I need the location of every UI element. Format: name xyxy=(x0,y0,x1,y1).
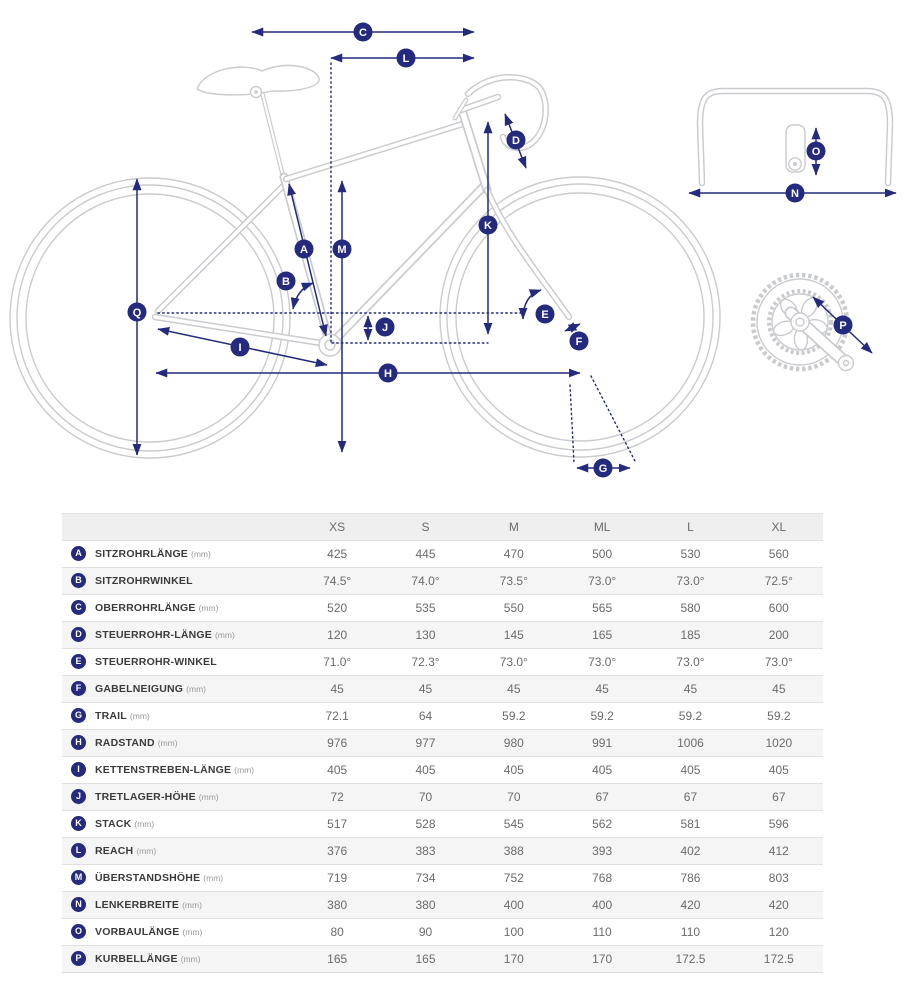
dimension-badge-b xyxy=(277,272,296,291)
cell-a-ml: 500 xyxy=(558,541,646,568)
drop-handlebar xyxy=(468,77,546,148)
row-label-h xyxy=(62,730,293,757)
table-row-f xyxy=(62,676,823,703)
row-label-text: KURBELLÄNGE xyxy=(95,952,178,965)
cell-n-xl: 420 xyxy=(735,892,823,919)
cell-g-s: 64 xyxy=(381,703,469,730)
cell-f-m: 45 xyxy=(470,676,558,703)
column-header-xl: XL xyxy=(735,514,823,541)
cell-d-l: 185 xyxy=(646,622,734,649)
dimension-badge-f xyxy=(570,332,589,351)
cell-p-ml: 170 xyxy=(558,946,646,973)
handlebar-front-view xyxy=(700,91,890,183)
cell-f-l: 45 xyxy=(646,676,734,703)
row-label-text: KETTENSTREBEN-LÄNGE xyxy=(95,763,232,776)
row-label-text: STACK xyxy=(95,817,132,830)
row-label-o xyxy=(62,919,293,946)
cell-h-s: 977 xyxy=(381,730,469,757)
table-row-m xyxy=(62,865,823,892)
cell-o-xs: 80 xyxy=(293,919,381,946)
dimension-badge-c xyxy=(354,23,373,42)
table-row-b xyxy=(62,568,823,595)
row-unit: (mm) xyxy=(198,602,219,613)
row-unit: (mm) xyxy=(180,953,201,964)
cell-b-xl: 72.5° xyxy=(735,568,823,595)
row-label-text: TRAIL xyxy=(95,709,127,722)
dimension-badge-l xyxy=(397,49,416,68)
geometry-table xyxy=(62,513,823,973)
dimension-badge-j xyxy=(376,318,395,337)
cell-c-l: 580 xyxy=(646,595,734,622)
row-label-text: LENKERBREITE xyxy=(95,898,180,911)
dimension-badge-i xyxy=(231,338,250,357)
svg-text:G: G xyxy=(598,463,608,475)
row-badge-m: M xyxy=(71,870,86,885)
geometry-table-header xyxy=(62,514,823,541)
cell-m-m: 752 xyxy=(470,865,558,892)
row-label-g xyxy=(62,703,293,730)
cell-a-xs: 425 xyxy=(293,541,381,568)
row-badge-b: B xyxy=(71,573,86,588)
row-label-text: ÜBERSTANDSHÖHE xyxy=(95,871,201,884)
cell-j-ml: 67 xyxy=(558,784,646,811)
cell-g-xl: 59.2 xyxy=(735,703,823,730)
cell-d-ml: 165 xyxy=(558,622,646,649)
cell-c-xs: 520 xyxy=(293,595,381,622)
row-label-text: TRETLAGER-HÖHE xyxy=(95,790,196,803)
cell-l-s: 383 xyxy=(381,838,469,865)
cell-c-m: 550 xyxy=(470,595,558,622)
cell-i-xs: 405 xyxy=(293,757,381,784)
cell-e-l: 73.0° xyxy=(646,649,734,676)
table-row-o xyxy=(62,919,823,946)
cell-g-ml: 59.2 xyxy=(558,703,646,730)
row-unit: (mm) xyxy=(191,548,211,559)
cell-n-m: 400 xyxy=(470,892,558,919)
row-label-text: SITZROHRLÄNGE xyxy=(95,547,189,560)
cell-d-xl: 200 xyxy=(735,622,823,649)
cell-k-ml: 562 xyxy=(558,811,646,838)
row-label-e xyxy=(62,649,293,676)
row-label-f xyxy=(62,676,293,703)
cell-n-s: 380 xyxy=(381,892,469,919)
row-label-p xyxy=(62,946,293,973)
bottom-bracket xyxy=(319,334,341,356)
cell-d-m: 145 xyxy=(470,622,558,649)
cell-i-s: 405 xyxy=(381,757,469,784)
cell-g-l: 59.2 xyxy=(646,703,734,730)
row-unit: (mm) xyxy=(203,872,224,883)
cell-l-xl: 412 xyxy=(735,838,823,865)
svg-text:C: C xyxy=(359,27,367,39)
dimension-badge-m xyxy=(333,240,352,259)
cell-m-s: 734 xyxy=(381,865,469,892)
table-row-k xyxy=(62,811,823,838)
cell-m-xl: 803 xyxy=(735,865,823,892)
row-badge-p: P xyxy=(71,951,86,966)
row-unit: (mm) xyxy=(182,899,202,910)
row-badge-e: E xyxy=(71,654,86,669)
table-row-a xyxy=(62,541,823,568)
row-unit: (mm) xyxy=(157,737,178,748)
cell-l-l: 402 xyxy=(646,838,734,865)
column-header-l: L xyxy=(646,514,734,541)
svg-text:N: N xyxy=(791,188,799,200)
cell-i-m: 405 xyxy=(470,757,558,784)
column-header-ml: ML xyxy=(558,514,646,541)
cell-b-xs: 74.5° xyxy=(293,568,381,595)
row-unit: (mm) xyxy=(136,845,157,856)
cell-o-l: 110 xyxy=(646,919,734,946)
row-label-text: REACH xyxy=(95,844,134,857)
row-badge-o: O xyxy=(71,924,86,939)
row-label-text: GABELNEIGUNG xyxy=(95,682,184,695)
row-badge-d: D xyxy=(71,627,86,642)
cell-p-l: 172.5 xyxy=(646,946,734,973)
row-unit: (mm) xyxy=(182,926,203,937)
cell-o-s: 90 xyxy=(381,919,469,946)
row-label-i xyxy=(62,757,293,784)
row-badge-h: H xyxy=(71,735,86,750)
svg-text:A: A xyxy=(300,244,308,256)
cell-h-xs: 976 xyxy=(293,730,381,757)
cell-j-l: 67 xyxy=(646,784,734,811)
cell-l-m: 388 xyxy=(470,838,558,865)
row-label-text: VORBAULÄNGE xyxy=(95,925,180,938)
cell-a-m: 470 xyxy=(470,541,558,568)
column-header-label xyxy=(62,514,293,541)
cell-i-ml: 405 xyxy=(558,757,646,784)
table-row-p xyxy=(62,946,823,973)
cell-e-ml: 73.0° xyxy=(558,649,646,676)
cell-p-xs: 165 xyxy=(293,946,381,973)
cell-e-xl: 73.0° xyxy=(735,649,823,676)
cell-b-l: 73.0° xyxy=(646,568,734,595)
cell-k-l: 581 xyxy=(646,811,734,838)
cell-j-s: 70 xyxy=(381,784,469,811)
cell-j-m: 70 xyxy=(470,784,558,811)
row-badge-j: J xyxy=(71,789,86,804)
steering-axis-dashed-line xyxy=(591,376,636,463)
cell-k-xs: 517 xyxy=(293,811,381,838)
cell-m-xs: 719 xyxy=(293,865,381,892)
table-row-i xyxy=(62,757,823,784)
row-badge-f: F xyxy=(71,681,86,696)
svg-text:E: E xyxy=(541,309,549,321)
row-label-text: STEUERROHR-WINKEL xyxy=(95,655,217,668)
cell-c-ml: 565 xyxy=(558,595,646,622)
dimension-arrows xyxy=(137,32,896,468)
svg-text:D: D xyxy=(512,135,520,147)
table-row-g xyxy=(62,703,823,730)
svg-text:I: I xyxy=(238,342,242,354)
row-badge-a: A xyxy=(71,546,86,561)
table-row-h xyxy=(62,730,823,757)
row-unit: (mm) xyxy=(198,791,219,802)
row-label-k xyxy=(62,811,293,838)
row-unit: (mm) xyxy=(129,710,150,721)
cell-f-xl: 45 xyxy=(735,676,823,703)
cell-n-xs: 380 xyxy=(293,892,381,919)
row-label-text: STEUERROHR-LÄNGE xyxy=(95,628,212,641)
cell-d-s: 130 xyxy=(381,622,469,649)
cell-f-xs: 45 xyxy=(293,676,381,703)
dimension-badge-a xyxy=(295,240,314,259)
row-label-m xyxy=(62,865,293,892)
cell-b-ml: 73.0° xyxy=(558,568,646,595)
reference-lines xyxy=(158,63,636,463)
column-header-m: M xyxy=(470,514,558,541)
table-row-j xyxy=(62,784,823,811)
cell-l-ml: 393 xyxy=(558,838,646,865)
row-label-text: SITZROHRWINKEL xyxy=(95,574,193,587)
row-unit: (mm) xyxy=(234,764,255,775)
cell-o-m: 100 xyxy=(470,919,558,946)
cell-k-s: 528 xyxy=(381,811,469,838)
svg-text:L: L xyxy=(402,53,410,65)
cell-g-xs: 72.1 xyxy=(293,703,381,730)
row-label-a xyxy=(62,541,293,568)
cell-h-m: 980 xyxy=(470,730,558,757)
geometry-table-body xyxy=(62,541,823,973)
column-header-xs: XS xyxy=(293,514,381,541)
cell-n-l: 420 xyxy=(646,892,734,919)
cell-f-s: 45 xyxy=(381,676,469,703)
cell-h-xl: 1020 xyxy=(735,730,823,757)
cell-e-m: 73.0° xyxy=(470,649,558,676)
table-row-c xyxy=(62,595,823,622)
cell-f-ml: 45 xyxy=(558,676,646,703)
dimension-badge-g xyxy=(594,459,613,478)
dimension-badge-q xyxy=(128,303,147,322)
cell-n-ml: 400 xyxy=(558,892,646,919)
cell-k-m: 545 xyxy=(470,811,558,838)
row-badge-n: N xyxy=(71,897,86,912)
cell-e-xs: 71.0° xyxy=(293,649,381,676)
row-badge-c: C xyxy=(71,600,86,615)
cell-o-xl: 120 xyxy=(735,919,823,946)
cell-i-xl: 405 xyxy=(735,757,823,784)
cell-a-s: 445 xyxy=(381,541,469,568)
cell-a-l: 530 xyxy=(646,541,734,568)
cell-j-xl: 67 xyxy=(735,784,823,811)
row-label-d xyxy=(62,622,293,649)
cell-l-xs: 376 xyxy=(293,838,381,865)
table-row-d xyxy=(62,622,823,649)
cell-o-ml: 110 xyxy=(558,919,646,946)
svg-text:F: F xyxy=(575,336,583,348)
svg-text:B: B xyxy=(282,276,290,288)
svg-text:J: J xyxy=(381,322,389,334)
cell-j-xs: 72 xyxy=(293,784,381,811)
dimension-badge-k xyxy=(479,216,498,235)
dimension-badge-e xyxy=(536,305,555,324)
svg-text:P: P xyxy=(839,320,847,332)
cell-p-xl: 172.5 xyxy=(735,946,823,973)
cell-g-m: 59.2 xyxy=(470,703,558,730)
table-row-l xyxy=(62,838,823,865)
cell-m-ml: 768 xyxy=(558,865,646,892)
cell-p-s: 165 xyxy=(381,946,469,973)
dimension-badge-o xyxy=(807,142,826,161)
row-badge-g: G xyxy=(71,708,86,723)
dimension-badge-h xyxy=(379,364,398,383)
row-unit: (mm) xyxy=(214,629,235,640)
row-badge-i: I xyxy=(71,762,86,777)
row-label-l xyxy=(62,838,293,865)
row-label-n xyxy=(62,892,293,919)
svg-text:H: H xyxy=(384,368,392,380)
saddle xyxy=(197,65,319,97)
dimension-badge-d xyxy=(507,131,526,150)
cell-i-l: 405 xyxy=(646,757,734,784)
dimension-badge-n xyxy=(786,184,805,203)
cell-a-xl: 560 xyxy=(735,541,823,568)
row-label-text: RADSTAND xyxy=(95,736,155,749)
cell-m-l: 786 xyxy=(646,865,734,892)
cell-d-xs: 120 xyxy=(293,622,381,649)
svg-text:K: K xyxy=(484,220,492,232)
column-header-s: S xyxy=(381,514,469,541)
cell-h-l: 1006 xyxy=(646,730,734,757)
svg-text:M: M xyxy=(337,244,347,256)
row-label-b xyxy=(62,568,293,595)
dimension-arrow-f xyxy=(565,324,580,331)
cell-c-s: 535 xyxy=(381,595,469,622)
header-row xyxy=(62,514,823,541)
dimension-badge-p xyxy=(834,316,853,335)
row-label-c xyxy=(62,595,293,622)
cell-k-xl: 596 xyxy=(735,811,823,838)
row-badge-l: L xyxy=(71,843,86,858)
trail-vertical-dashed-line xyxy=(570,385,574,463)
row-label-text: OBERROHRLÄNGE xyxy=(95,601,196,614)
cell-p-m: 170 xyxy=(470,946,558,973)
table-row-e xyxy=(62,649,823,676)
cell-b-s: 74.0° xyxy=(381,568,469,595)
svg-text:Q: Q xyxy=(132,307,142,319)
row-unit: (mm) xyxy=(186,683,206,694)
cell-e-s: 72.3° xyxy=(381,649,469,676)
pedal-eye xyxy=(839,356,854,371)
cell-c-xl: 600 xyxy=(735,595,823,622)
row-badge-k: K xyxy=(71,816,86,831)
svg-text:O: O xyxy=(811,146,821,158)
cell-h-ml: 991 xyxy=(558,730,646,757)
cell-b-m: 73.5° xyxy=(470,568,558,595)
table-row-n xyxy=(62,892,823,919)
row-label-j xyxy=(62,784,293,811)
row-unit: (mm) xyxy=(134,818,155,829)
